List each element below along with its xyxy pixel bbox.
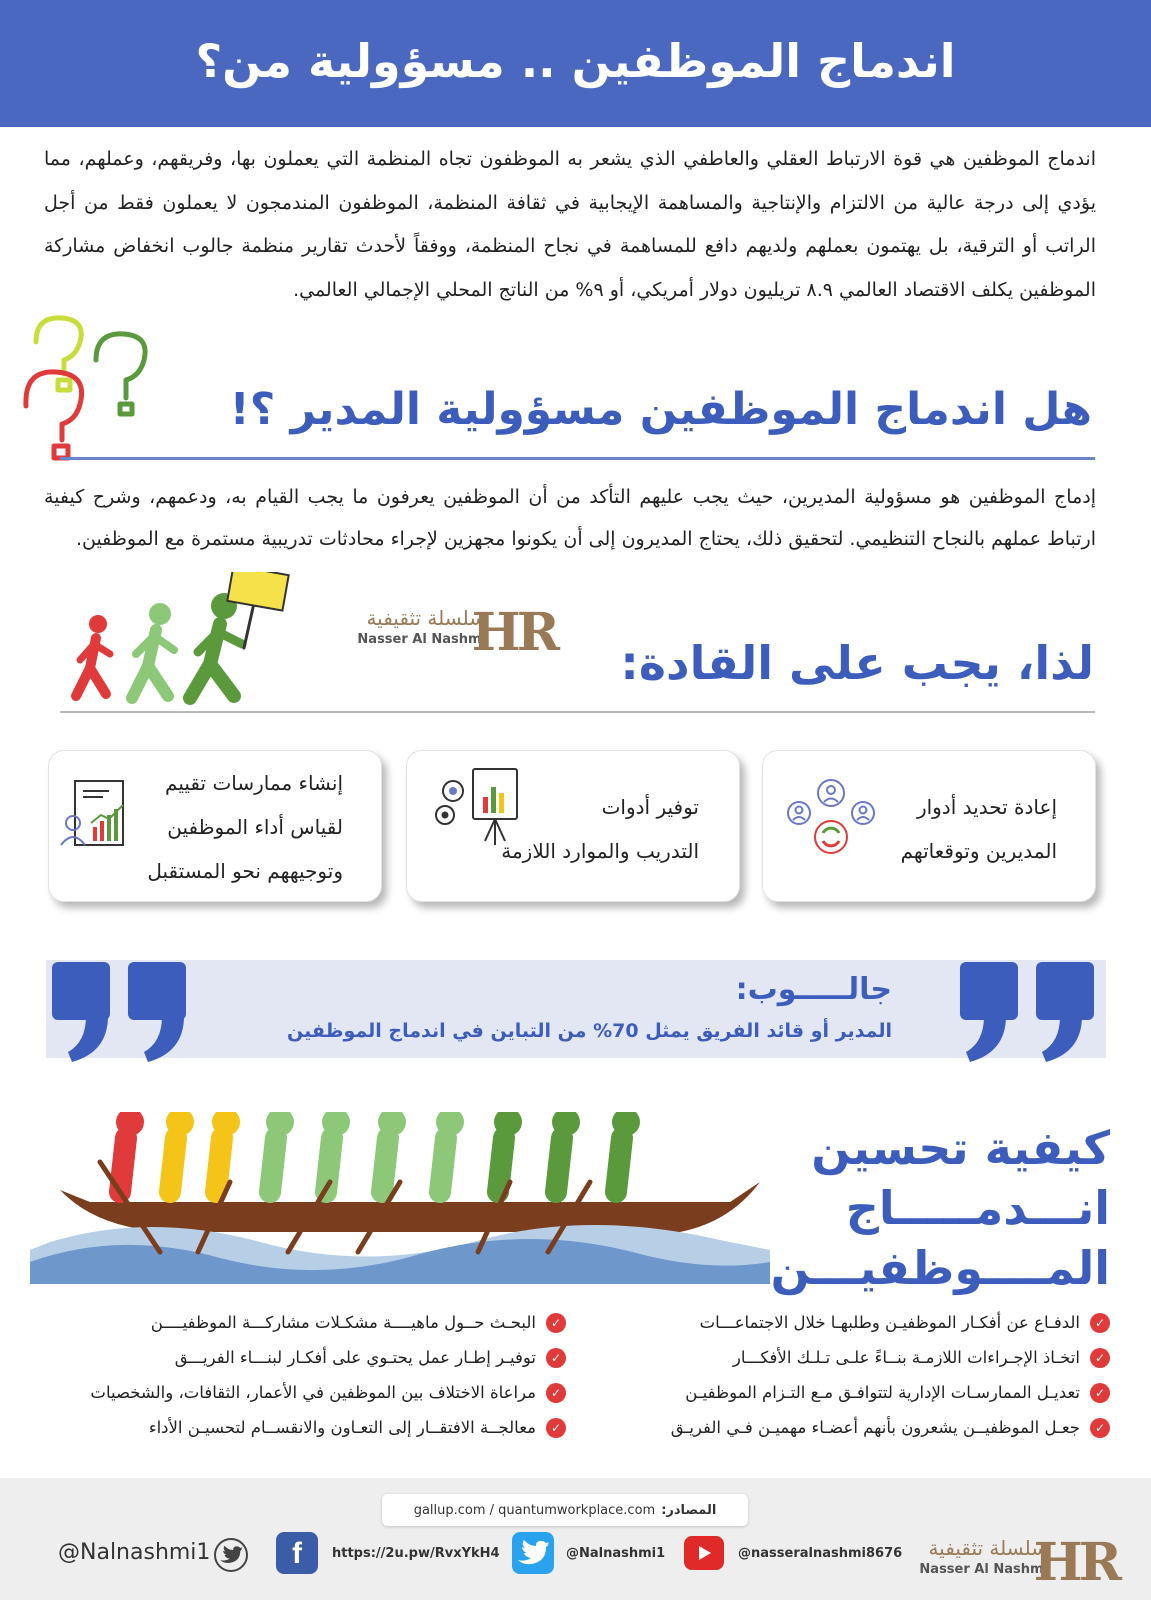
youtube-icon[interactable] bbox=[684, 1536, 724, 1570]
question-mark-yellow bbox=[36, 318, 81, 374]
check-icon: ✓ bbox=[546, 1383, 566, 1403]
twitter-circle-icon[interactable] bbox=[214, 1538, 248, 1572]
leaders-divider bbox=[60, 711, 1095, 713]
brand-english-name: Nasser Al Nashmi bbox=[357, 632, 486, 647]
sources-box bbox=[382, 1494, 748, 1526]
rower-yellow-2 bbox=[212, 1112, 240, 1192]
rower-dark-green-1 bbox=[494, 1112, 522, 1192]
gallup-statistic: المدير أو قائد الفريق يمثل 70% من التباين في اندماج الموظفين bbox=[287, 1020, 892, 1042]
rower-light-green-2 bbox=[322, 1112, 350, 1192]
heading-divider bbox=[60, 457, 1095, 460]
walker-dark-green-figure bbox=[190, 593, 256, 698]
twitter-handle[interactable]: @Nalnashmi1 bbox=[566, 1546, 666, 1561]
check-icon: ✓ bbox=[1090, 1313, 1110, 1333]
improve-list-right bbox=[570, 1305, 1110, 1445]
rower-dark-green-3 bbox=[612, 1112, 640, 1192]
brand-arabic-name: سلسلة تثقيفية bbox=[366, 606, 486, 630]
list-item: ✓ اتخـاذ الإجـراءات اللازمـة بنــاءً علـى تـلـك الأفكـــار bbox=[570, 1340, 1110, 1375]
list-item: ✓ توفيـر إطـار عمل يحتـوي على أفكـار لبنـــاء الفريـــق bbox=[26, 1340, 566, 1375]
rower-light-green-3 bbox=[378, 1112, 406, 1192]
rower-light-green-4 bbox=[436, 1112, 464, 1192]
card-3-line2: لقياس أداء الموظفين bbox=[167, 815, 343, 839]
question-mark-red bbox=[26, 372, 82, 440]
list-item: ✓ جعـل الموظفيــن يشعرون بأنهم أعضـاء مهميـن فـي الفريـق bbox=[570, 1410, 1110, 1445]
card-redefine-roles bbox=[762, 750, 1096, 902]
rower-yellow-1 bbox=[166, 1112, 194, 1192]
header-banner bbox=[0, 0, 1151, 127]
question-dot-green bbox=[120, 404, 132, 414]
card-1-line2: المديرين وتوقعاتهم bbox=[900, 839, 1057, 863]
walker-red-figure bbox=[76, 615, 110, 696]
improve-engagement-heading bbox=[760, 1118, 1110, 1298]
card-3-line1: إنشاء ممارسات تقييم bbox=[165, 771, 343, 795]
list-item: ✓ مراعاة الاختلاف بين الموظفين في الأعمار، الثقافات، والشخصيات bbox=[26, 1375, 566, 1410]
walker-light-green-figure bbox=[132, 603, 174, 698]
check-icon: ✓ bbox=[1090, 1348, 1110, 1368]
intro-paragraph: اندماج الموظفين هي قوة الارتباط العقلي والعاطفي الذي يشعر به الموظفون تجاه المنظمة التي يعملون بها، وفريقهم، وعملهم، مما يؤدي إلى درجة عالية من الالتزام والإنتاجية والمساهمة الإيجابية في ثقافة المنظمة، الموظفون المندمجون لا يعملون فقط من أجل الراتب أو الترقية، بل يهتمون بعملهم ولديهم دافع للمساهمة في نجاح المنظمة، ووفقاً لأحدث تقارير منظمة جالوب انخفاض مشاركة الموظفين يكلف الاقتصاد العالمي ٨.٩ تريليون دولار أمريكي، أو ٩% من الناتج المحلي الإجمالي العالمي. bbox=[44, 148, 1096, 301]
manager-paragraph: إدماج الموظفين هو مسؤولية المديرين، حيث يجب عليهم التأكد من أن الموظفين يعرفون ما يجب القيام به، ودعمهم، وشرح كيفية ارتباط عملهم بالنجاح التنظيمي. لتحقيق ذلك، يحتاج المديرون إلى أن يكونوا مجهزين لإجراء محادثات تدريبية مستمرة مع الموظفين. bbox=[44, 486, 1096, 550]
leaders-heading: لذا، يجب على القادة: bbox=[620, 636, 1094, 690]
card-2-line1: توفير أدوات bbox=[601, 795, 699, 819]
footer-brand-logo bbox=[918, 1532, 1118, 1593]
improve-list-left bbox=[26, 1305, 566, 1445]
check-icon: ✓ bbox=[546, 1313, 566, 1333]
list-item: ✓ معالجــة الافتقــار إلى التعـاون والانقســام لتحسيـن الأداء bbox=[26, 1410, 566, 1445]
check-icon: ✓ bbox=[546, 1418, 566, 1438]
quote-left-icon bbox=[46, 956, 196, 1066]
page-title: اندماج الموظفين .. مسؤولية من؟ bbox=[195, 34, 956, 88]
rowing-team-illustration bbox=[30, 1112, 790, 1284]
card-1-line1: إعادة تحديد أدوار bbox=[916, 795, 1057, 819]
sources-label: المصادر: bbox=[661, 1502, 717, 1518]
list-item: ✓ الدفـاع عن أفكـار الموظفيـن وطلبهـا خلال الاجتماعـــات bbox=[570, 1305, 1110, 1340]
walking-figures-illustration bbox=[60, 572, 310, 722]
bird-icon bbox=[512, 1532, 554, 1574]
check-icon: ✓ bbox=[1090, 1418, 1110, 1438]
card-training-tools bbox=[406, 750, 740, 902]
check-icon: ✓ bbox=[546, 1348, 566, 1368]
question-marks-illustration bbox=[18, 308, 178, 466]
footer-handle[interactable]: @Nalnashmi1 bbox=[58, 1540, 211, 1565]
quote-right-icon bbox=[954, 956, 1104, 1066]
improve-heading-line3: المــــوظفيـــن bbox=[770, 1241, 1110, 1295]
check-icon: ✓ bbox=[1090, 1383, 1110, 1403]
list-item: ✓ تعديـل الممارسـات الإدارية لتتوافـق مـع التـزام الموظفيـن bbox=[570, 1375, 1110, 1410]
improve-heading-line2: انـــدمـــــاج bbox=[845, 1181, 1110, 1235]
card-2-line2: التدريب والموارد اللازمة bbox=[501, 839, 699, 863]
card-3-line3: وتوجيههم نحو المستقبل bbox=[147, 859, 343, 883]
question-mark-green bbox=[96, 334, 145, 398]
bird-outline-icon bbox=[216, 1540, 246, 1570]
card-evaluation-practices bbox=[48, 750, 382, 902]
question-dot-yellow bbox=[58, 380, 70, 390]
brand-hr-mark: HR bbox=[471, 602, 556, 663]
youtube-handle[interactable]: @nasseralnashmi8676 bbox=[738, 1546, 903, 1561]
footer-brand-arabic: سلسلة تثقيفية bbox=[928, 1536, 1048, 1560]
rower-light-green-1 bbox=[266, 1112, 294, 1192]
list-item: ✓ البحـث حــول ماهيــــة مشكـلات مشاركـــة الموظفيــــن bbox=[26, 1305, 566, 1340]
facebook-icon[interactable]: f bbox=[276, 1532, 318, 1574]
rowers bbox=[116, 1112, 640, 1192]
sources-links: gallup.com / quantumworkplace.com bbox=[413, 1502, 656, 1518]
rower-dark-green-2 bbox=[552, 1112, 580, 1192]
manager-question-heading: هل اندماج الموظفين مسؤولية المدير ؟! bbox=[229, 384, 1092, 435]
gallup-label: جالـــــوب: bbox=[735, 972, 892, 1007]
play-icon bbox=[684, 1536, 724, 1570]
footer-brand-english: Nasser Al Nashmi bbox=[919, 1562, 1048, 1577]
footer-brand-hr: HR bbox=[1033, 1532, 1118, 1593]
improve-heading-line1: كيفية تحسين bbox=[811, 1121, 1110, 1175]
rower-red bbox=[116, 1112, 144, 1192]
twitter-icon[interactable] bbox=[512, 1532, 554, 1574]
facebook-link[interactable]: https://2u.pw/RvxYkH4 bbox=[332, 1546, 500, 1561]
